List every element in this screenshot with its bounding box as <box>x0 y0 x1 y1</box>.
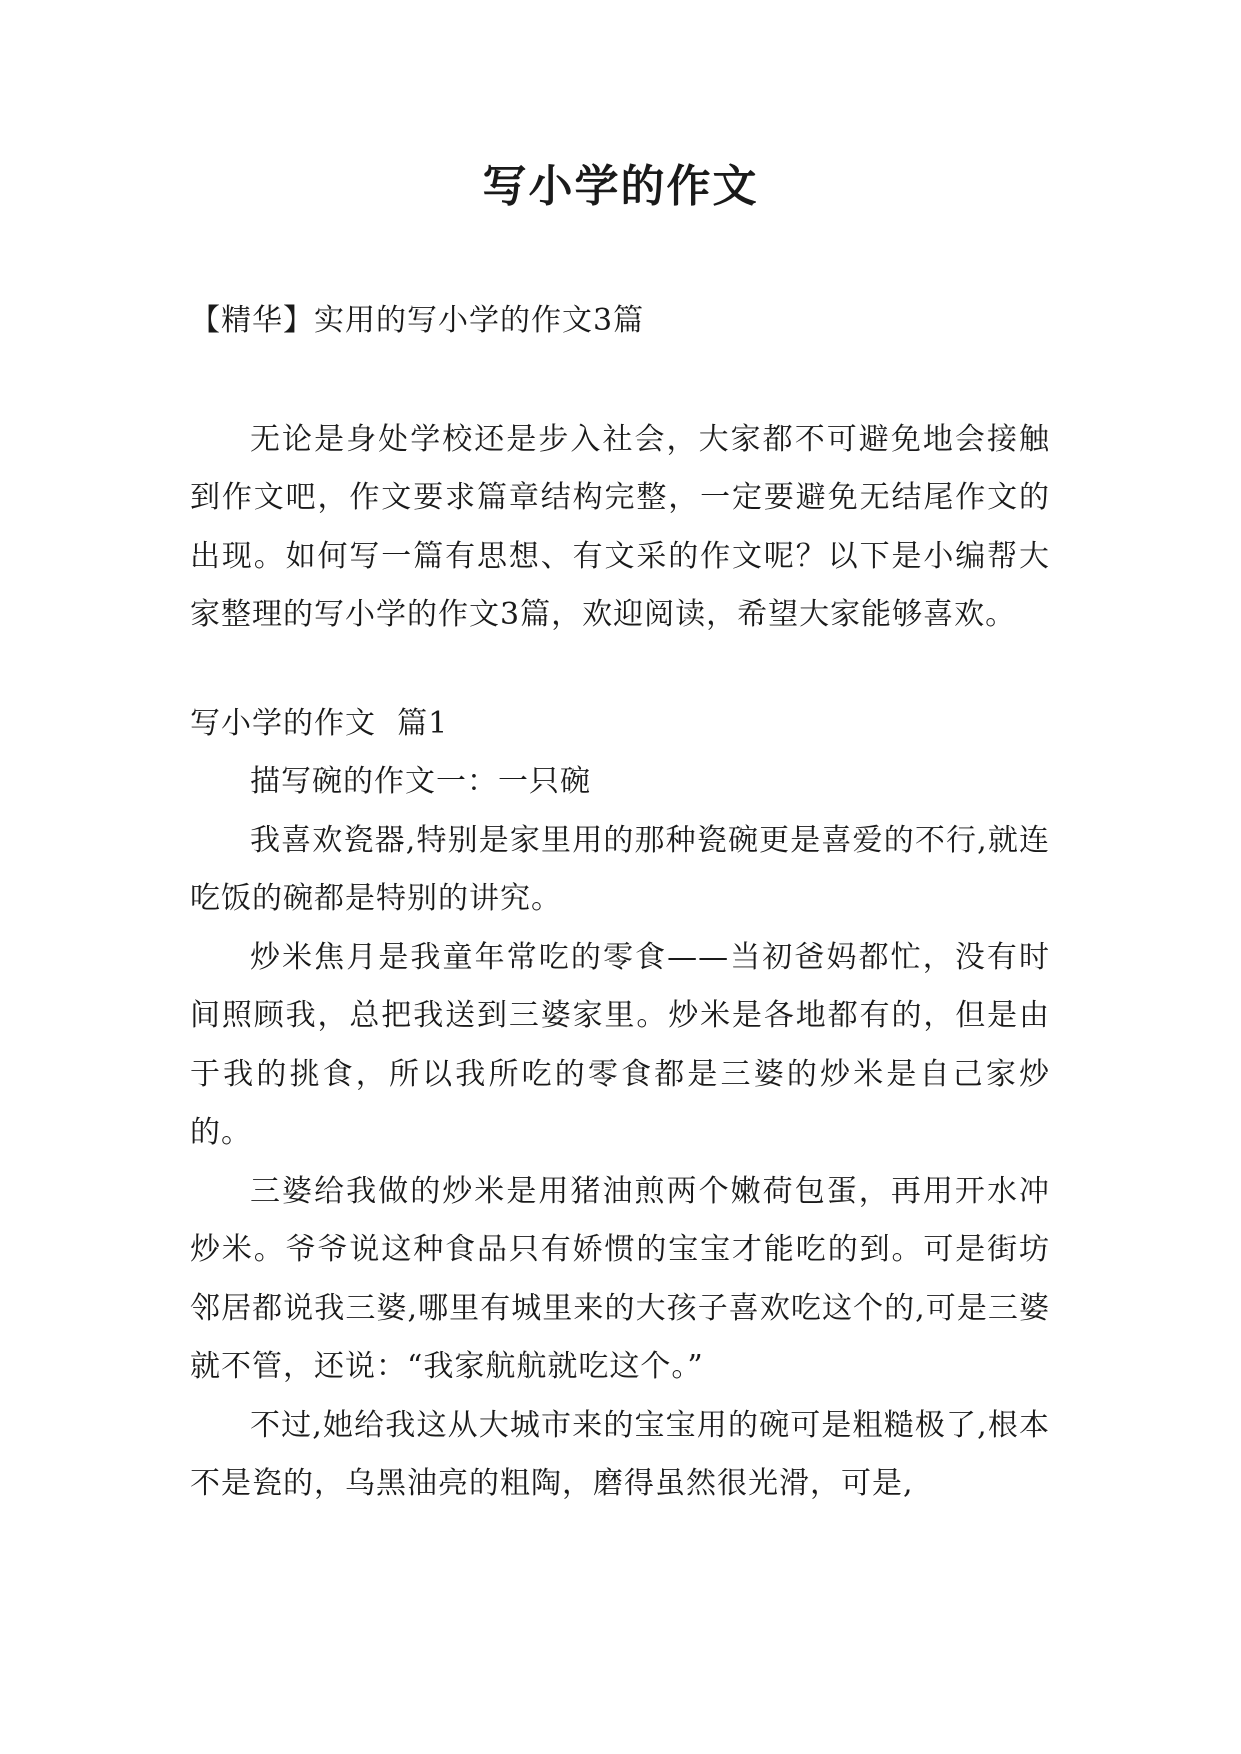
body-paragraph: 我喜欢瓷器,特别是家里用的那种瓷碗更是喜爱的不行,就连吃饭的碗都是特别的讲究。 <box>190 822 1050 916</box>
document-title: 写小学的作文 <box>482 161 759 212</box>
body-paragraph: 描写碗的作文一：一只碗 <box>250 764 591 799</box>
body-paragraph: 不过,她给我这从大城市来的宝宝用的碗可是粗糙极了,根本不是瓷的，乌黑油亮的粗陶，磨得虽然很光滑，可是, <box>190 1407 1050 1501</box>
document-body <box>190 292 1050 1514</box>
document-subtitle: 【精华】实用的写小学的作文3篇 <box>190 303 645 338</box>
body-paragraph: 炒米焦月是我童年常吃的零食——当初爸妈都忙，没有时间照顾我，总把我送到三婆家里。炒米是各地都有的，但是由于我的挑食，所以我所吃的零食都是三婆的炒米是自己家炒的。 <box>190 939 1050 1150</box>
spacer <box>190 645 1050 695</box>
spacer <box>190 351 1050 411</box>
body-paragraph: 三婆给我做的炒米是用猪油煎两个嫩荷包蛋，再用开水冲炒米。爷爷说这种食品只有娇惯的宝宝才能吃的到。可是街坊邻居都说我三婆,哪里有城里来的大孩子喜欢吃这个的,可是三婆就不管，还说：“我家航航就吃这个。” <box>190 1173 1050 1384</box>
intro-paragraph: 无论是身处学校还是步入社会，大家都不可避免地会接触到作文吧，作文要求篇章结构完整，一定要避免无结尾作文的出现。如何写一篇有思想、有文采的作文呢？以下是小编帮大家整理的写小学的作文3篇，欢迎阅读，希望大家能够喜欢。 <box>190 421 1050 632</box>
section-heading: 写小学的作文 篇1 <box>190 705 449 741</box>
